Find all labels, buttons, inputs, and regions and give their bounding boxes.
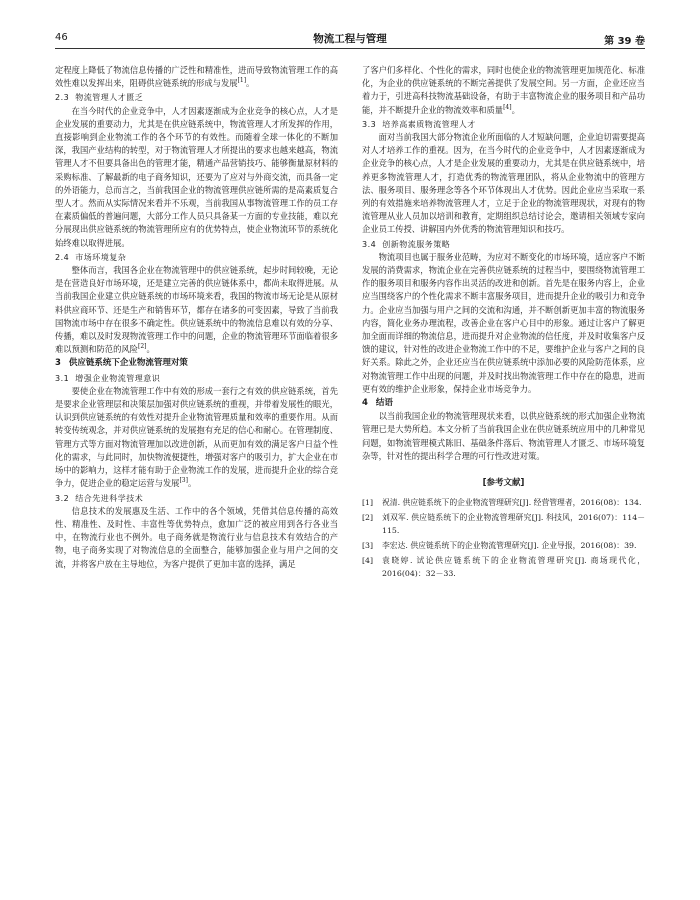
reference-item xyxy=(362,496,645,509)
section-heading-2-3 xyxy=(55,91,338,104)
section-title: 培养高素质物流管理人才 xyxy=(382,119,476,129)
journal-title: 物流工程与管理 xyxy=(313,33,387,45)
section-number: 2.4 xyxy=(55,252,70,262)
reference-number: [1] xyxy=(362,498,374,508)
punctuation: 。 xyxy=(146,344,155,355)
paragraph-text: 要使企业在物流管理工作中有效的形成一套行之有效的供应链系统，首先是要求企业管理层和决策层加强对供应链系统的重视，并带着发展性的眼光，认识到供应链系统的有效性对提升企业物流管理质量和效率的重要作用。从而转变传统观念，并对供应链系统的发展抱有充足的信心和耐心。在管理制度、管理方式等方面对物流管理加以改进创新，从而更加有效的满足客户日益个性化的需求，与此同时，加快物流便捷性，增强对客户的吸引力，扩大企业在市场中的影响力，这样才能有助于企业物流工作的发展，进而提升企业的综合竞争力，促进企业的稳定运营与发展 xyxy=(55,385,338,489)
references-list xyxy=(362,496,645,580)
paragraph-text: 整体而言，我国各企业在物流管理中的供应链系统，起步时间较晚，无论是在营造良好市场环境，还是建立完善的供应链体系中，都尚未取得进展。从当前我国企业建立供应链系统的市场环境来看，我国的物流市场无论是从原材料供应商环节、还是生产和销售环节，都存在诸多的可变因素，导致了当前我国物流市场中存在很多不确定性。供应链系统中的物流信息难以有效的分享、传播，难以及时发现物流管理工作中的问题，企业的物流管理环节面临着很多难以预测和防范的风险 xyxy=(55,265,338,355)
reference-text: 袁晓婷. 试论供应链系统下的企业物流管理研究[J]. 商场现代化，2016(04)：32－33. xyxy=(382,556,645,579)
paragraph: 信息技术的发展惠及生活、工作中的各个领域，凭借其信息传播的高效性、精准性、及时性、丰富性等优势特点，愈加广泛的被应用到各行各业当中，在物流行业也不例外。电子商务就是物流行业与信息技术有效结合的产物，电子商务实现了对物流信息的全面整合，能够加强企业与用户之间的交流，并将客户放在主导地位，为客户提供了更加丰富的选择，满足 xyxy=(55,505,338,569)
paragraph-text: 定程度上降低了物流信息传播的广泛性和精准性，进而导致物流管理工作的高效性难以发挥出来，阻碍供应链系统的形成与发展 xyxy=(55,65,338,89)
section-title: 结合先进科学技术 xyxy=(75,493,144,503)
volume-label: 第 39 卷 xyxy=(604,36,645,47)
section-number: 4 xyxy=(362,398,368,409)
reference-number: [3] xyxy=(362,541,374,551)
section-title: 供应链系统下企业物流管理对策 xyxy=(68,358,188,369)
section-heading-4 xyxy=(362,397,645,410)
reference-number: [2] xyxy=(362,513,374,523)
punctuation: 。 xyxy=(511,104,520,115)
reference-item xyxy=(362,554,645,580)
paragraph xyxy=(55,264,338,356)
page-header xyxy=(55,30,645,48)
paragraph xyxy=(55,385,338,491)
reference-item xyxy=(362,511,645,537)
reference-text: 李宏达. 供应链系统下的企业物流管理研究[J]. 企业导报，2016(08)：39. xyxy=(382,541,637,551)
right-column xyxy=(362,64,645,582)
header-rule xyxy=(55,48,645,49)
paragraph xyxy=(55,64,338,90)
paragraph: 以当前我国企业的物流管理现状来看，以供应链系统的形式加强企业物流管理已是大势所趋。本文分析了当前我国企业在供应链系统应用中的几种常见问题，如物流管理模式陈旧、基础条件落后、物流管理人才匮乏、市场环境复杂等，针对性的提出科学合理的可行性改进对策。 xyxy=(362,411,645,461)
paragraph-text: 了客户们多样化、个性化的需求，同时也使企业的物流管理更加规范化、标准化，为企业的供应链系统的不断完善提供了发展空间。另一方面，企业还应当着力于，引进高科技物流基础设备，有助于丰富物流企业的服务项目和产品功能，并不断提升企业的物流效率和质量 xyxy=(362,65,645,115)
section-title: 结语 xyxy=(375,398,393,409)
punctuation: 。 xyxy=(187,478,197,489)
citation: [4] xyxy=(503,103,512,111)
reference-text: 祝清. 供应链系统下的企业物流管理研究[J]. 经营管理者，2016(08)：134. xyxy=(382,498,642,508)
section-title: 市场环境复杂 xyxy=(75,252,127,262)
punctuation: 。 xyxy=(246,78,255,89)
page-number: 46 xyxy=(55,32,68,43)
reference-number: [4] xyxy=(362,556,374,566)
section-number: 3 xyxy=(55,358,61,369)
left-column xyxy=(55,64,338,571)
section-heading-2-4 xyxy=(55,251,338,264)
reference-item xyxy=(362,539,645,552)
paragraph: 在当今时代的企业竞争中，人才因素逐渐成为企业竞争的核心点，人才是企业发展的重要动力，尤其是在供应链系统中，物流管理人才所发挥的作用，直接影响到企业物流工作的各个环节的有效性。而随着全球一体化的不断加深，我国产业结构的转型，对于物流管理人才所提出的要求也越来越高，物流管理人才不但要具备出色的管理才能，精通产品营销技巧、能够衡量原材料的采购标准、了解最新的电子商务知识，还要为了应对与外商交流，而具备一定的外语能力，总而言之，当前我国企业的物流管理供应链所需的是高素质复合型人才。然而从实际情况来看并不乐观，当前我国从事物流管理工作的员工存在素质偏低的普遍问题，大部分工作人员只具备某一方面的专业技能，难以充分展现出供应链系统的物流管理所应有的优势特点，使企业物流环节的系统化始终难以取得进展。 xyxy=(55,105,338,248)
section-title: 创新物流服务策略 xyxy=(382,239,451,249)
paragraph: 物流项目也属于服务业范畴，为应对不断变化的市场环境，适应客户不断发展的消费需求，物流企业在完善供应链系统的过程当中，要围绕物流管理工作的服务项目和服务内容作出灵活的改进和创新。首先是在服务内容上，企业应当围绕客户的个性化需求不断丰富服务项目，进而提升企业的吸引力和竞争力。企业应当加强与用户之间的交流和沟通，并不断创新更加丰富的物流服务内容，简化业务办理流程，改善企业在客户心目中的形象。通过让客户了解更加全面而详细的物流信息，进而提升对企业物流的信任度，并及时收集客户反馈的建议，针对性的改进企业物流工作中的不足，要维护企业与客户之间的良好关系。除此之外，企业还应当在供应链系统中添加必要的风险防范体系，应对物流管理工作中出现的问题，并及时找出物流管理工作中存在的隐患，进而更有效的维护企业形象，保持企业市场竞争力。 xyxy=(362,251,645,394)
section-heading-3-1 xyxy=(55,372,338,385)
section-heading-3-4 xyxy=(362,238,645,251)
references-title: [参考文献] xyxy=(482,478,525,489)
section-number: 3.1 xyxy=(55,373,70,383)
citation: [1] xyxy=(237,77,247,85)
section-heading-3-3 xyxy=(362,118,645,131)
section-number: 3.2 xyxy=(55,493,70,503)
section-title: 物流管理人才匮乏 xyxy=(75,93,144,103)
citation: [2] xyxy=(137,343,147,351)
section-heading-3 xyxy=(55,357,338,370)
paragraph: 面对当前我国大部分物流企业所面临的人才短缺问题，企业迫切需要提高对人才培养工作的重视。因为，在当今时代的企业竞争中，人才因素逐渐成为企业竞争的核心点，人才是企业发展的重要动力，尤其是在供应链系统中，培养更多物流管理人才，打造优秀的物流管理团队，将从企业物流中的管理方法、服务项目、服务理念等各个环节体现出人才优势。因此企业应当采取一系列的有效措施来培养物流管理人才，立足于企业的物流管理现状，对现有的物流管理从业人员加以培训和教育，定期组织总结讨论会，邀请相关领域专家向企业员工传授、讲解国内外优秀的物流管理知识和技巧。 xyxy=(362,132,645,235)
section-number: 3.4 xyxy=(362,239,377,249)
section-heading-3-2 xyxy=(55,492,338,505)
paragraph xyxy=(362,64,645,117)
citation: [3] xyxy=(179,477,188,485)
reference-text: 刘双军. 供应链系统下的企业物流管理研究[J]. 科技风，2016(07)：114－115. xyxy=(382,513,645,536)
section-number: 2.3 xyxy=(55,93,70,103)
section-title: 增强企业物流管理意识 xyxy=(75,373,161,383)
section-number: 3.3 xyxy=(362,119,377,129)
